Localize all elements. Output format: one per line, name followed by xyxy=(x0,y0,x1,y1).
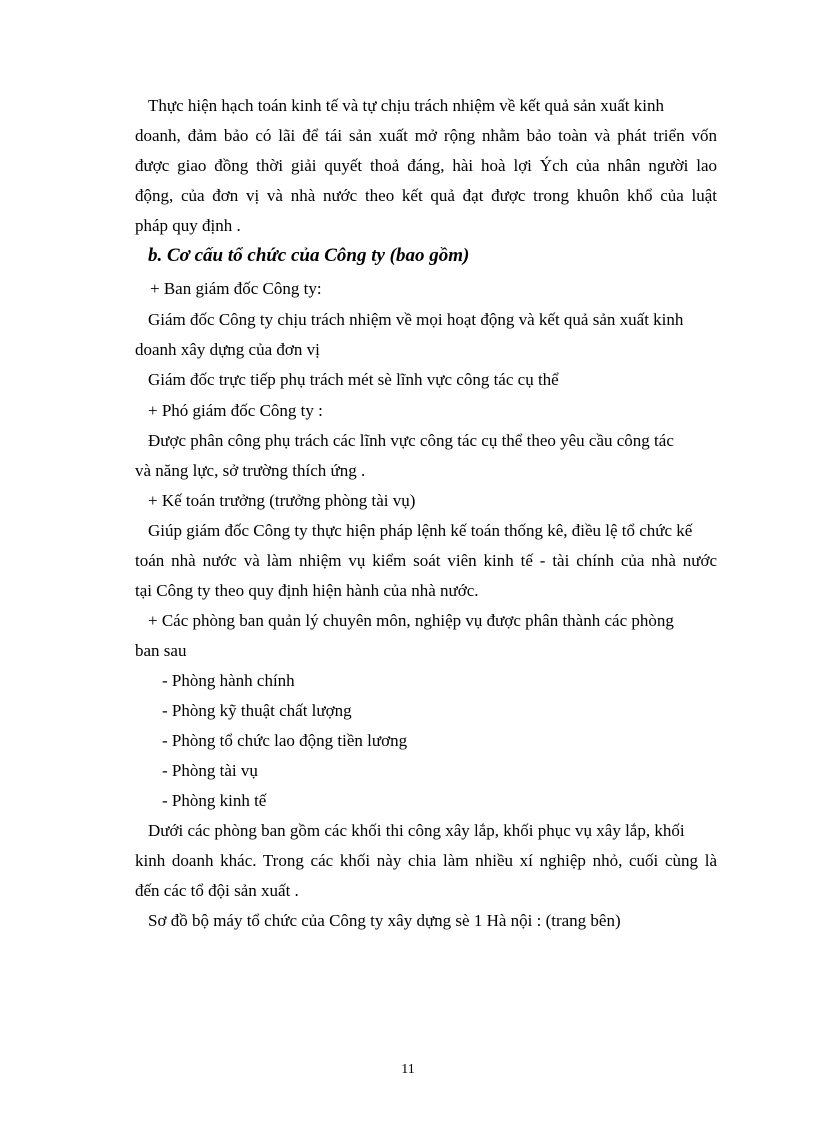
body-line: doanh xây dựng của đơn vị xyxy=(135,340,320,359)
body-line: + Ban giám đốc Công ty: xyxy=(150,279,322,298)
department-list-item: - Phòng tổ chức lao động tiền lương xyxy=(162,731,408,750)
department-list-item: - Phòng kinh tế xyxy=(162,791,267,810)
body-line: toán nhà nước và làm nhiệm vụ kiểm soát viên kinh tế - tài chính của nhà nước xyxy=(135,551,717,570)
department-list-item: - Phòng hành chính xyxy=(162,671,295,690)
closing-line: Dưới các phòng ban gồm các khối thi công xây lắp, khối phục vụ xây lắp, khối xyxy=(148,821,685,840)
body-line: + Kế toán trưởng (trưởng phòng tài vụ) xyxy=(148,491,416,510)
body-line: Giám đốc trực tiếp phụ trách mét sè lĩnh vực công tác cụ thể xyxy=(148,370,559,389)
page-number: 11 xyxy=(401,1062,415,1077)
department-list-item: - Phòng kỹ thuật chất lượng xyxy=(162,701,352,720)
body-line: Giám đốc Công ty chịu trách nhiệm về mọi hoạt động và kết quả sản xuất kinh xyxy=(148,310,684,329)
body-line: tại Công ty theo quy định hiện hành của nhà nước. xyxy=(135,581,479,600)
department-list-item: - Phòng tài vụ xyxy=(162,761,258,780)
body-line: Giúp giám đốc Công ty thực hiện pháp lệnh kế toán thống kê, điều lệ tổ chức kế xyxy=(148,521,693,540)
body-line: và năng lực, sở trường thích ứng . xyxy=(135,461,366,480)
body-line: ban sau xyxy=(135,641,187,660)
closing-line: đến các tổ đội sản xuất . xyxy=(135,881,299,900)
paragraph1-line-3: được giao đồng thời giải quyết thoả đáng, hài hoà lợi Ých của nhân người lao xyxy=(135,156,717,175)
section-heading: b. Cơ cấu tổ chức của Công ty (bao gồm) xyxy=(148,245,470,266)
paragraph1-line-1: Thực hiện hạch toán kinh tế và tự chịu trách nhiệm về kết quả sản xuất kinh xyxy=(148,96,664,115)
body-line: + Các phòng ban quản lý chuyên môn, nghiệp vụ được phân thành các phòng xyxy=(148,611,674,630)
paragraph1-line-5: pháp quy định . xyxy=(135,216,241,235)
closing-line: kinh doanh khác. Trong các khối này chia làm nhiều xí nghiệp nhỏ, cuối cùng là xyxy=(135,851,717,870)
paragraph1-line-2: doanh, đảm bảo có lãi để tái sản xuất mở rộng nhằm bảo toàn và phát triển vốn xyxy=(135,126,717,145)
body-line: + Phó giám đốc Công ty : xyxy=(148,401,323,420)
body-line: Được phân công phụ trách các lĩnh vực công tác cụ thể theo yêu cầu công tác xyxy=(148,431,674,450)
paragraph1-line-4: động, của đơn vị và nhà nước theo kết quả đạt được trong khuôn khổ của luật xyxy=(135,186,717,205)
closing-line: Sơ đồ bộ máy tổ chức của Công ty xây dựng sè 1 Hà nội : (trang bên) xyxy=(148,911,621,930)
